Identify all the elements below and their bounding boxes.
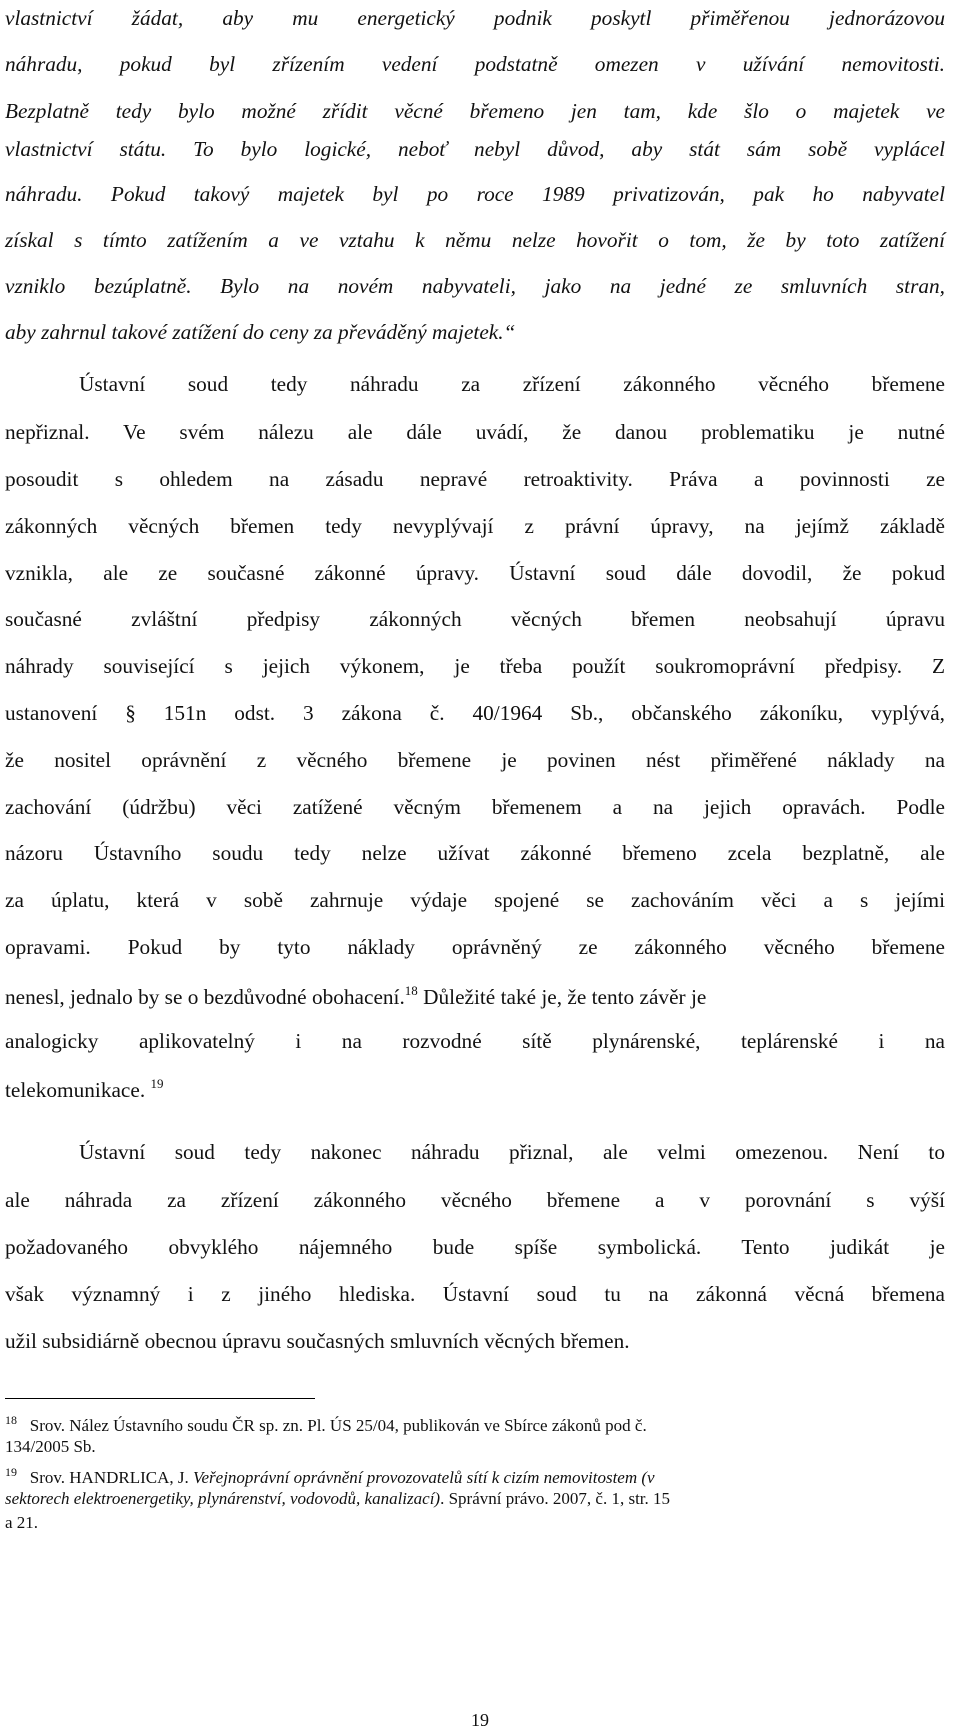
paragraph-line: ale náhrada za zřízení zákonného věcného břemene a v porovnání s výší	[5, 1188, 945, 1212]
paragraph-line: za úplatu, která v sobě zahrnuje výdaje spojené se zachováním věci a s jejími	[5, 888, 945, 912]
paragraph-line: ustanovení § 151n odst. 3 zákona č. 40/1964 Sb., občanského zákoníku, vyplývá,	[5, 701, 945, 725]
footnote-ref-18[interactable]: 18	[404, 983, 418, 998]
paragraph-line: náhradu. Pokud takový majetek byl po roce 1989 privatizován, pak ho nabyvatel	[5, 182, 945, 206]
paragraph-line: Ústavní soud tedy náhradu za zřízení zákonného věcného břemene	[79, 372, 945, 396]
paragraph-line: vznikla, ale ze současné zákonné úpravy. Ústavní soud dále dovodil, že pokud	[5, 561, 945, 585]
footnote-ref-19[interactable]: 19	[150, 1076, 164, 1091]
paragraph-line: vlastnictví žádat, aby mu energetický podnik poskytl přiměřenou jednorázovou	[5, 6, 945, 30]
paragraph-line	[5, 984, 960, 1008]
paragraph-line: však významný i z jiného hlediska. Ústavní soud tu na zákonná věcná břemena	[5, 1282, 945, 1306]
paragraph-line: náhrady související s jejich výkonem, je třeba použít soukromoprávní předpisy. Z	[5, 654, 945, 678]
paragraph-line: zachování (údržbu) věci zatížené věcným břemenem a na jejich opravách. Podle	[5, 795, 945, 819]
footnote-number: 18	[5, 1413, 17, 1427]
footnote-number: 19	[5, 1465, 17, 1479]
paragraph-line: posoudit s ohledem na zásadu nepravé retroaktivity. Práva a povinnosti ze	[5, 467, 945, 491]
footnote-title: sektorech elektroenergetiky, plynárenství, vodovodů, kanalizací)	[5, 1489, 441, 1508]
line-text: nenesl, jednalo by se o bezdůvodné obohacení.	[5, 985, 405, 1009]
paragraph-line: Ústavní soud tedy nakonec náhradu přiznal, ale velmi omezenou. Není to	[79, 1140, 945, 1164]
footnote-18	[5, 1414, 945, 1434]
line-text: telekomunikace.	[5, 1078, 146, 1102]
paragraph-line: Bezplatně tedy bylo možné zřídit věcné břemeno jen tam, kde šlo o majetek ve	[5, 99, 945, 123]
paragraph-line: nepřiznal. Ve svém nálezu ale dále uvádí, že danou problematiku je nutné	[5, 420, 945, 444]
paragraph-line: vlastnictví státu. To bylo logické, neboť nebyl důvod, aby stát sám sobě vyplácel	[5, 137, 945, 161]
paragraph-line: analogicky aplikovatelný i na rozvodné sítě plynárenské, teplárenské i na	[5, 1029, 945, 1053]
paragraph-line	[5, 1077, 960, 1101]
footnote-19-cont	[5, 1490, 945, 1507]
paragraph-line: získal s tímto zatížením a ve vztahu k němu nelze hovořit o tom, že by toto zatížení	[5, 228, 945, 252]
paragraph-line: vzniklo bezúplatně. Bylo na novém nabyvateli, jako na jedné ze smluvních stran,	[5, 274, 945, 298]
paragraph-line: užil subsidiárně obecnou úpravu současných smluvních věcných břemen.	[5, 1329, 630, 1353]
footnote-19-cont: a 21.	[5, 1513, 39, 1532]
footnote-text: Srov. HANDRLICA, J.	[29, 1468, 193, 1487]
footnote-text: Srov. Nález Ústavního soudu ČR sp. zn. Pl. ÚS 25/04, publikován ve Sbírce zákonů pod č.	[29, 1416, 647, 1435]
paragraph-line: náhradu, pokud byl zřízením vedení podstatně omezen v užívání nemovitosti.	[5, 52, 945, 76]
footnote-19	[5, 1466, 945, 1486]
paragraph-line: opravami. Pokud by tyto náklady oprávněný ze zákonného věcného břemene	[5, 935, 945, 959]
page-number: 19	[471, 1710, 489, 1730]
footnote-text: . Správní právo. 2007, č. 1, str. 15	[440, 1489, 671, 1508]
paragraph-line: že nositel oprávnění z věcného břemene je povinen nést přiměřené náklady na	[5, 748, 945, 772]
paragraph-line: názoru Ústavního soudu tedy nelze užívat zákonné břemeno zcela bezplatně, ale	[5, 841, 945, 865]
footnote-title: Veřejnoprávní oprávnění provozovatelů sítí k cizím nemovitostem (v	[193, 1468, 655, 1487]
footnote-18-cont: 134/2005 Sb.	[5, 1437, 96, 1456]
paragraph-line: současné zvláštní předpisy zákonných věcných břemen neobsahují úpravu	[5, 607, 945, 631]
paragraph-line: aby zahrnul takové zatížení do ceny za převáděný majetek.“	[5, 320, 516, 344]
paragraph-line: požadovaného obvyklého nájemného bude spíše symbolická. Tento judikát je	[5, 1235, 945, 1259]
paragraph-line: zákonných věcných břemen tedy nevyplývají z právní úpravy, na jejímž základě	[5, 514, 945, 538]
line-text: Důležité také je, že tento závěr je	[417, 985, 707, 1009]
footnote-separator	[5, 1398, 315, 1399]
